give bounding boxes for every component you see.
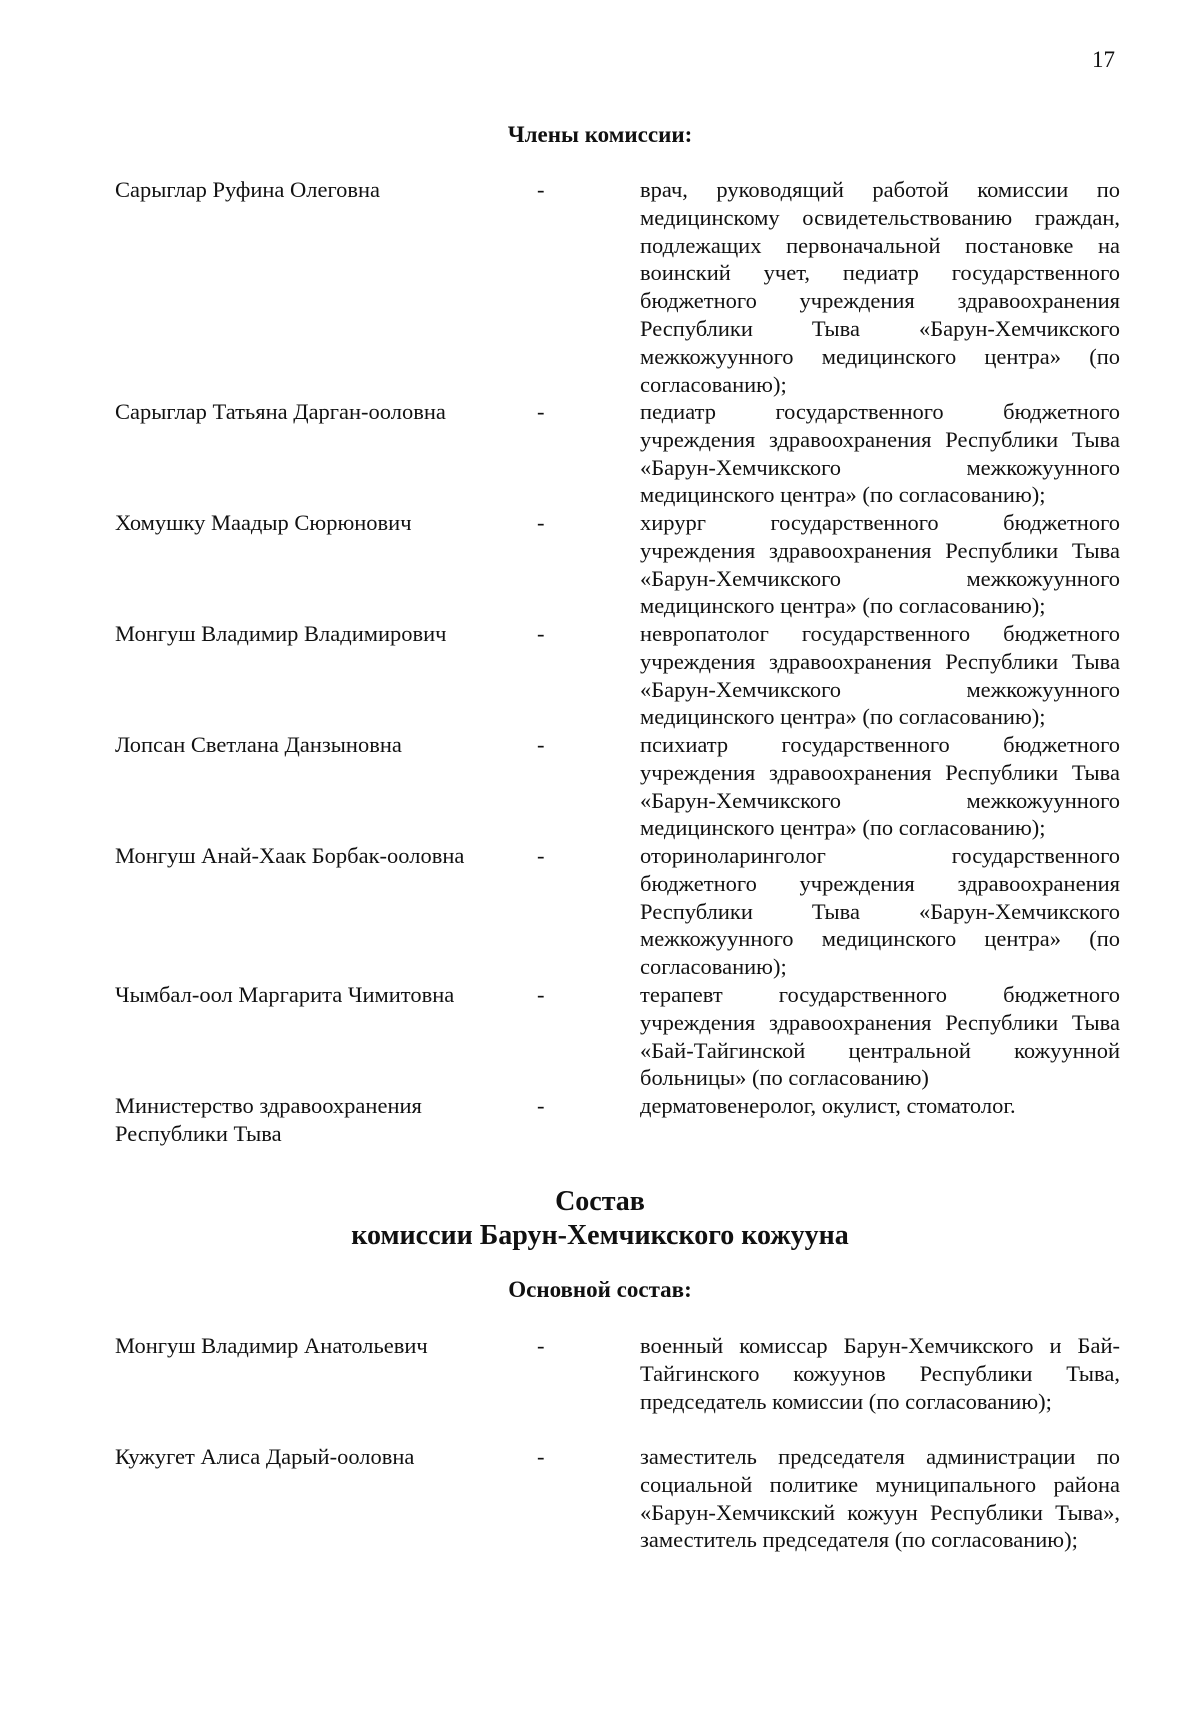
dash-separator: -	[537, 1444, 545, 1469]
member-name: Министерство здравоохранения Республики Тыва	[115, 1093, 422, 1146]
member-role: оториноларинголог государственного бюджетного учреждения здравоохранения Республики Тыва «Барун-Хемчикского межкожуунного медицинского центра» (по согласованию);	[640, 843, 1120, 980]
list-item	[0, 176, 1200, 398]
list-item	[0, 842, 1200, 981]
member-name: Кужугет Алиса Дарый-ооловна	[115, 1444, 415, 1469]
list-item	[0, 509, 1200, 620]
main-composition-list	[0, 1332, 1200, 1582]
member-role: психиатр государственного бюджетного учреждения здравоохранения Республики Тыва «Барун-Хемчикского межкожуунного медицинского центра» (по согласованию);	[640, 732, 1120, 841]
member-name: Лопсан Светлана Данзыновна	[115, 732, 402, 757]
list-item	[0, 620, 1200, 731]
section-title-line-1: Состав	[555, 1186, 645, 1217]
list-item	[0, 398, 1200, 509]
member-role: военный комиссар Барун-Хемчикского и Бай-Тайгинского кожуунов Республики Тыва, председатель комиссии (по согласованию);	[640, 1333, 1120, 1414]
member-role: дерматовенеролог, окулист, стоматолог.	[640, 1093, 1016, 1118]
member-name: Монгуш Владимир Анатольевич	[115, 1333, 428, 1358]
member-role: терапевт государственного бюджетного учреждения здравоохранения Республики Тыва «Бай-Тайгинской центральной кожуунной больницы» (по согласованию)	[640, 982, 1120, 1091]
section-title	[0, 1185, 1200, 1253]
member-role: заместитель председателя администрации по социальной политике муниципального района «Барун-Хемчикский кожуун Республики Тыва», заместитель председателя (по согласованию);	[640, 1444, 1120, 1553]
dash-separator: -	[537, 732, 545, 757]
member-name: Хомушку Маадыр Сюрюнович	[115, 510, 412, 535]
member-name: Сарыглар Руфина Олеговна	[115, 177, 381, 202]
member-name: Монгуш Анай-Хаак Борбак-ооловна	[115, 843, 465, 868]
members-heading: Члены комиссии:	[507, 122, 693, 147]
dash-separator: -	[537, 1333, 545, 1358]
member-name: Сарыглар Татьяна Дарган-ооловна	[115, 399, 446, 424]
dash-separator: -	[537, 621, 545, 646]
list-item	[0, 981, 1200, 1092]
dash-separator: -	[537, 843, 545, 868]
dash-separator: -	[537, 510, 545, 535]
member-role: хирург государственного бюджетного учреждения здравоохранения Республики Тыва «Барун-Хемчикского межкожуунного медицинского центра» (по согласованию);	[640, 510, 1120, 619]
member-role: врач, руководящий работой комиссии по медицинскому освидетельствованию граждан, подлежащих первоначальной постановке на воинский учет, педиатр государственного бюджетного учреждения здравоохранения Республики Тыва «Барун-Хемчикского межкожуунного медицинского центра» (по согласованию);	[640, 177, 1120, 397]
member-role: невропатолог государственного бюджетного учреждения здравоохранения Республики Тыва «Барун-Хемчикского межкожуунного медицинского центра» (по согласованию);	[640, 621, 1120, 730]
member-name: Чымбал-оол Маргарита Чимитовна	[115, 982, 455, 1007]
dash-separator: -	[537, 982, 545, 1007]
main-composition-heading: Основной состав:	[508, 1277, 692, 1302]
list-item	[0, 1443, 1200, 1582]
member-name: Монгуш Владимир Владимирович	[115, 621, 447, 646]
section-title-line-2: комиссии Барун-Хемчикского кожууна	[351, 1220, 849, 1251]
list-item	[0, 731, 1200, 842]
dash-separator: -	[537, 1093, 545, 1118]
dash-separator: -	[537, 177, 545, 202]
list-item	[0, 1092, 1200, 1152]
list-item	[0, 1332, 1200, 1443]
member-role: педиатр государственного бюджетного учреждения здравоохранения Республики Тыва «Барун-Хемчикского межкожуунного медицинского центра» (по согласованию);	[640, 399, 1120, 508]
page-number: 17	[1092, 47, 1115, 72]
members-list	[0, 176, 1200, 1152]
dash-separator: -	[537, 399, 545, 424]
